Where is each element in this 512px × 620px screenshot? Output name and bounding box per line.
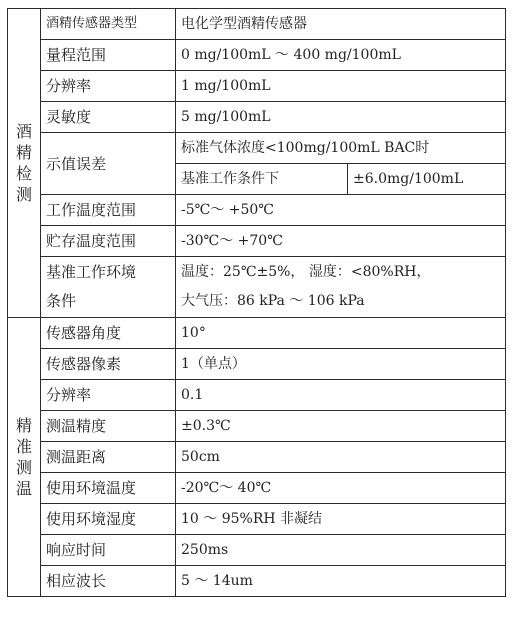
table-row [8, 535, 506, 566]
row-label: 传感器像素 [41, 349, 176, 380]
row-value: 250ms [176, 535, 506, 566]
row-label-line: 条件 [46, 292, 77, 310]
row-label: 使用环境温度 [41, 473, 176, 504]
table-row [8, 102, 506, 133]
row-value: ±0.3℃ [176, 411, 506, 442]
row-sub-label: 基准工作条件下 [176, 164, 348, 195]
table-row [8, 504, 506, 535]
row-value: 5 ～ 14um [176, 566, 506, 597]
row-value: 1（单点） [176, 349, 506, 380]
table-row [8, 9, 506, 40]
group-label-alcohol: 酒精检测 [8, 9, 41, 318]
row-value: 50cm [176, 442, 506, 473]
table-row [8, 133, 506, 164]
row-label: 工作温度范围 [41, 195, 176, 226]
table-row [8, 40, 506, 71]
row-label: 分辨率 [41, 380, 176, 411]
row-value: -30℃～ +70℃ [176, 226, 506, 257]
row-value: 0 mg/100mL ～ 400 mg/100mL [176, 40, 506, 71]
row-label: 使用环境湿度 [41, 504, 176, 535]
row-label-line: 基准工作环境 [46, 263, 137, 281]
row-label: 分辨率 [41, 71, 176, 102]
row-label: 酒精传感器类型 [41, 9, 176, 40]
row-value-line: 温度：25℃±5%， 湿度：<80%RH， [181, 264, 431, 280]
table-row [8, 442, 506, 473]
row-label: 传感器角度 [41, 318, 176, 349]
row-label: 贮存温度范围 [41, 226, 176, 257]
row-value: -20℃～ 40℃ [176, 473, 506, 504]
table-row [8, 349, 506, 380]
row-value-multiline [176, 257, 506, 318]
row-sub-value: ±6.0mg/100mL [348, 164, 506, 195]
row-label: 响应时间 [41, 535, 176, 566]
table-row [8, 318, 506, 349]
row-label: 测温距离 [41, 442, 176, 473]
row-label: 灵敏度 [41, 102, 176, 133]
row-value: 电化学型酒精传感器 [176, 9, 506, 40]
spec-table [7, 8, 506, 597]
row-label-multiline [41, 257, 176, 318]
table-row [8, 380, 506, 411]
row-value: 0.1 [176, 380, 506, 411]
row-value: 1 mg/100mL [176, 71, 506, 102]
row-label: 相应波长 [41, 566, 176, 597]
row-value: 10° [176, 318, 506, 349]
table-row [8, 195, 506, 226]
row-label: 量程范围 [41, 40, 176, 71]
group-label-temperature: 精准测温 [8, 318, 41, 597]
row-label: 测温精度 [41, 411, 176, 442]
table-row [8, 473, 506, 504]
table-row [8, 71, 506, 102]
row-value-line: 大气压：86 kPa ～ 106 kPa [181, 293, 365, 309]
table-row [8, 566, 506, 597]
row-value: 5 mg/100mL [176, 102, 506, 133]
row-value: 10 ～ 95%RH 非凝结 [176, 504, 506, 535]
table-row [8, 411, 506, 442]
row-label: 示值误差 [41, 133, 176, 195]
table-row [8, 226, 506, 257]
row-value: 标准气体浓度<100mg/100mL BAC时 [176, 133, 506, 164]
row-value: -5℃～ +50℃ [176, 195, 506, 226]
